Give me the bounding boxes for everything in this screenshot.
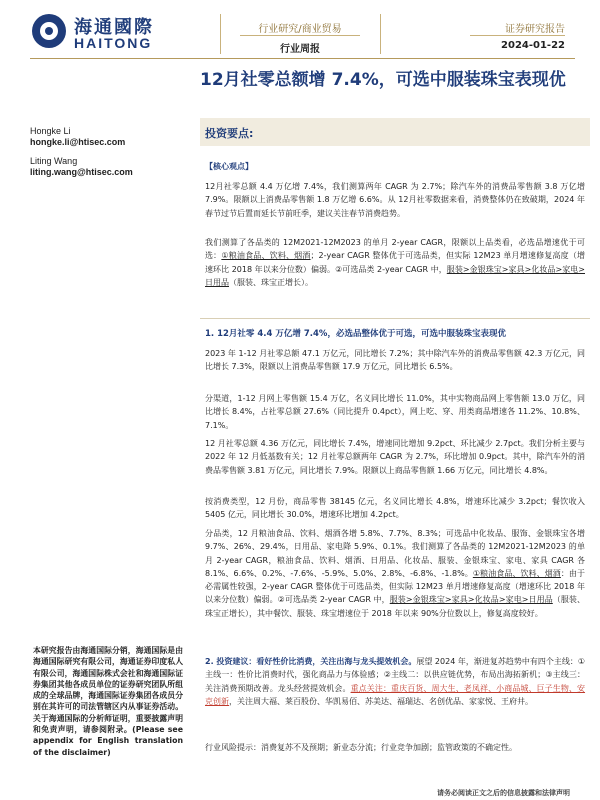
- section-1-paragraph-5: [205, 527, 585, 620]
- core-view-label: 【核心观点】: [205, 162, 253, 171]
- header-inner-rule-right: [470, 35, 565, 36]
- s2-text-a: 展望 2024 年，渐进复苏趋势中有四个主线：①主线一：性价比消费时代，强化商品力与体验感；②主线二：以供应链优势，布局出海拓新机；③主线三：关注消费预期改善。龙头经营提效机会。: [205, 657, 586, 693]
- analyst-2: [30, 156, 133, 178]
- s2-text-b: ，关注周大福、莱百股份、华凯易佰、苏美达、福瑞达、名创优品、家家悦、王府井。: [229, 696, 533, 706]
- analyst-email[interactable]: liting.wang@htisec.com: [30, 167, 133, 177]
- report-date: 2024-01-22: [501, 40, 565, 51]
- report-series: 证券研究报告: [505, 24, 565, 35]
- distribution-disclaimer: 本研究报告由海通国际分销，海通国际是由海通国际研究有限公司，海通证券印度私人有限公司，海通国际株式会社和海通国际证券集团其他各成员单位的证券研究团队所组成的全球品牌，海通国际证券集团各成员分别在其许可的司法管辖区内从事证券活动。关于海通国际的分析师证明，重要披露声明和免责声明，请参阅附录。(Please see appendix for English translation of the disclaimer): [33, 646, 183, 757]
- key-points-title: 投资要点:: [205, 127, 254, 140]
- s1p5-discretionary-ranking: 服装>金银珠宝>家具>化妆品>家电>日用品: [389, 595, 553, 605]
- s1p5-text-b: ：由于必需属性较强，2-year CAGR 整体优于可选品类，但实际 12M23 单月增速修复高度（增速环比 2018 年以来分位数）偏弱。②可选品类 2-year CAGR 中，: [205, 568, 586, 605]
- report-title: 12月社零总额增 7.4%，可选中服装珠宝表现优: [200, 70, 566, 90]
- analyst-name: Hongke Li: [30, 126, 71, 136]
- section-2-heading: 2. 投资建议：看好性价比消费，关注出海与龙头提效机会。: [205, 657, 417, 666]
- core-paragraph-2: [205, 236, 585, 289]
- section-2-paragraph: [205, 655, 585, 708]
- report-type: 行业周报: [280, 44, 320, 55]
- logo-text-cn: 海通國際: [74, 17, 154, 38]
- section-1-paragraph-1: 2023 年 1-12 月社零总额 47.1 万亿元，同比增长 7.2%；其中除汽车外的消费品零售额 42.3 万亿元，同比增长 7.3%，限额以上消费品零售额 17.9 万亿元，同比增长 6.5%。: [205, 349, 585, 372]
- analyst-name: Liting Wang: [30, 156, 78, 166]
- analyst-email[interactable]: hongke.li@htisec.com: [30, 137, 126, 147]
- report-category: 行业研究/商业贸易: [258, 24, 342, 35]
- p2-discretionary-ranking: 服装>金银珠宝>家具>化妆品>家电>日用品: [205, 264, 585, 287]
- header-rule: [30, 58, 575, 59]
- footer-notice: 请务必阅读正文之后的信息披露和法律声明: [437, 789, 570, 797]
- section-1-heading: 1. 12月社零 4.4 万亿增 7.4%，必选品整体优于可选，可选中服装珠宝表现优: [205, 329, 506, 339]
- p2-text-c: （服装、珠宝正增长）。: [229, 277, 313, 287]
- haitong-emblem-icon: [32, 14, 66, 48]
- s1p5-text-c: （服装、珠宝正增长），其中餐饮、服装、珠宝增速位于 2018 年以来 90%分位数以上，修复高度较好。: [205, 595, 586, 618]
- p2-essentials-list: ①粮油食品、饮料、烟酒: [221, 251, 311, 261]
- s2-focus-stocks: ：重庆百货、周大生、老凤祥、小商品城、巨子生物、安克创新: [205, 683, 586, 706]
- p2-text-b: ；2-year CAGR 整体优于可选品类，但实际 12M23 单月增速修复高度（增速环比 2018 年以来分位数）偏弱。②可选品类 2-year CAGR 中，: [205, 251, 586, 274]
- section-divider: [200, 318, 590, 319]
- analyst-1: [30, 126, 125, 148]
- section-1-paragraph-2: 分渠道，1-12 月网上零售额 15.4 万亿，名义同比增长 11.0%，其中实物商品网上零售额 13.0 万亿，同比增长 8.4%，占社零总额 27.6%（同比提升 0.4pct），网上吃、穿、用类商品增速各 11.2%、10.8%、7.1%。: [205, 394, 585, 430]
- key-points-banner: [200, 118, 590, 146]
- header-divider-right: [380, 14, 381, 54]
- p2-text-a: 我们测算了各品类的 12M2021-12M2023 的单月 2-year CAGR，限额以上品类看，必选品增速优于可选：: [205, 238, 585, 261]
- risk-warning: 行业风险提示：消费复苏不及预期；新业态分流；行业竞争加剧；监管政策的不确定性。: [205, 743, 517, 752]
- logo-text-en: HAITONG: [74, 35, 153, 51]
- s1p5-essentials-list: ①粮油食品、饮料、烟酒: [472, 568, 561, 578]
- haitong-logo: [32, 14, 182, 52]
- header-inner-rule: [240, 35, 360, 36]
- core-paragraph-1: 12月社零总额 4.4 万亿增 7.4%，我们测算两年 CAGR 为 2.7%；除汽车外的消费品零售额 3.8 万亿增 7.9%。限额以上消费品零售额 1.8 万亿增 6.6%。从 12月社零数据来看，消费整体仍在致破期，2024 年春节过节后置而延长节前旺季，建议关注春节消费趋势。: [205, 182, 585, 218]
- s1p5-text-a: 分品类，12 月粮油食品、饮料、烟酒各增 5.8%、7.7%、8.3%；可选品中化妆品、服饰、金银珠宝各增 9.7%、26%、29.4%，日用品、家电降 5.9%、0.1%。我们测算了各品类的 12M2021-12M2023 的单月 2-year CAGR，粮油食品、饮料、烟酒、日用品、化妆品、服装、金银珠宝、家电、家具 CAGR 各 8.1%、6.6%、0.2%、-7.6%、-5.9%、5.0%、2.8%、-6.8%、-1.8%。: [205, 529, 585, 578]
- section-1-paragraph-3: 12 月社零总额 4.36 万亿元，同比增长 7.4%，增速同比增加 9.2pct、环比减少 2.7pct。我们分析主要与 2022 年 12 月低基数有关；12 月社零总额两年 CAGR 为 2.7%，环比增加 0.9pct。其中，除汽车外的消费品零售额 3.81 万亿元，同比增长 7.9%。限额以上商品零售额 1.66 万亿元，同比增长 4.8%。: [205, 439, 585, 475]
- s2-focus-label: 重点关注: [350, 683, 383, 693]
- section-1-paragraph-4: 按消费类型，12 月份，商品零售 38145 亿元，名义同比增长 4.8%，增速环比减少 3.2pct；餐饮收入 5405 亿元，同比增长 30.0%，增速环比增加 4.2pct。: [205, 497, 585, 520]
